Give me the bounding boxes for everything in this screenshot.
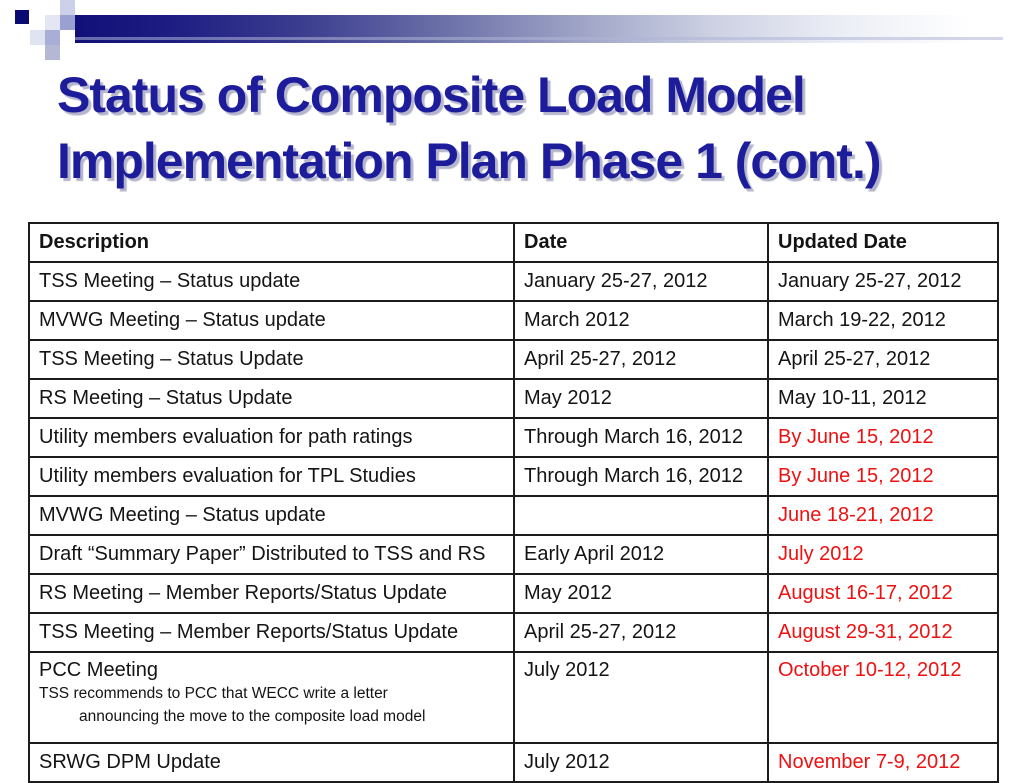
col-header-date: Date: [514, 223, 768, 262]
cell-description: [29, 652, 514, 743]
description-text: Utility members evaluation for path ratings: [39, 426, 413, 448]
cell-updated-date: October 10-12, 2012: [768, 652, 998, 743]
description-text: PCC Meeting: [39, 659, 158, 681]
table-row: [29, 301, 998, 340]
cell-date: [514, 496, 768, 535]
table-row: [29, 340, 998, 379]
table-row: [29, 535, 998, 574]
cell-date: Through March 16, 2012: [514, 457, 768, 496]
cell-date: Through March 16, 2012: [514, 418, 768, 457]
cell-description: [29, 340, 514, 379]
description-text: TSS Meeting – Status update: [39, 270, 301, 292]
cell-updated-date: May 10-11, 2012: [768, 379, 998, 418]
cell-description: [29, 613, 514, 652]
cell-updated-date: By June 15, 2012: [768, 418, 998, 457]
decor-square: [30, 30, 45, 45]
table-header-row: [29, 223, 998, 262]
cell-updated-date: August 16-17, 2012: [768, 574, 998, 613]
col-header-updated-date: Updated Date: [768, 223, 998, 262]
cell-date: March 2012: [514, 301, 768, 340]
cell-date: July 2012: [514, 652, 768, 743]
cell-date: April 25-27, 2012: [514, 340, 768, 379]
cell-updated-date: July 2012: [768, 535, 998, 574]
cell-updated-date: June 18-21, 2012: [768, 496, 998, 535]
cell-updated-date: January 25-27, 2012: [768, 262, 998, 301]
decor-square: [45, 45, 60, 60]
cell-date: July 2012: [514, 743, 768, 782]
cell-description: [29, 743, 514, 782]
cell-updated-date: August 29-31, 2012: [768, 613, 998, 652]
status-table: [28, 222, 999, 783]
cell-updated-date: March 19-22, 2012: [768, 301, 998, 340]
description-text: RS Meeting – Status Update: [39, 387, 293, 409]
slide-title-line1: Status of Composite Load Model: [57, 67, 805, 123]
col-header-description: Description: [29, 223, 514, 262]
description-text: Draft “Summary Paper” Distributed to TSS and RS: [39, 543, 486, 565]
decor-square: [60, 15, 75, 30]
table-row: [29, 496, 998, 535]
cell-date: May 2012: [514, 574, 768, 613]
cell-description: [29, 496, 514, 535]
cell-date: May 2012: [514, 379, 768, 418]
cell-date: April 25-27, 2012: [514, 613, 768, 652]
table-row: [29, 613, 998, 652]
table-row: [29, 418, 998, 457]
description-text: RS Meeting – Member Reports/Status Update: [39, 582, 447, 604]
cell-description: [29, 379, 514, 418]
description-text: MVWG Meeting – Status update: [39, 504, 326, 526]
table-row: [29, 743, 998, 782]
table-row: [29, 574, 998, 613]
description-note-line: TSS recommends to PCC that WECC write a letter: [39, 685, 388, 702]
decor-square: [45, 15, 60, 30]
description-text: SRWG DPM Update: [39, 751, 221, 773]
description-note-line: announcing the move to the composite load model: [79, 708, 426, 726]
table-row: [29, 262, 998, 301]
decor-square: [45, 30, 60, 45]
table-row: [29, 652, 998, 743]
cell-description: [29, 457, 514, 496]
table-row: [29, 457, 998, 496]
description-text: Utility members evaluation for TPL Studies: [39, 465, 416, 487]
table-row: [29, 379, 998, 418]
cell-date: Early April 2012: [514, 535, 768, 574]
decor-square: [15, 10, 29, 24]
cell-description: [29, 418, 514, 457]
cell-description: [29, 301, 514, 340]
description-text: TSS Meeting – Status Update: [39, 348, 304, 370]
description-text: MVWG Meeting – Status update: [39, 309, 326, 331]
cell-description: [29, 574, 514, 613]
header-gradient-bar: [75, 15, 1009, 43]
cell-updated-date: By June 15, 2012: [768, 457, 998, 496]
slide-title: [57, 62, 1007, 194]
cell-description: [29, 262, 514, 301]
cell-updated-date: November 7-9, 2012: [768, 743, 998, 782]
description-text: TSS Meeting – Member Reports/Status Update: [39, 621, 459, 643]
cell-date: January 25-27, 2012: [514, 262, 768, 301]
slide-title-line2: Implementation Plan Phase 1 (cont.): [57, 133, 881, 189]
cell-description: [29, 535, 514, 574]
cell-updated-date: April 25-27, 2012: [768, 340, 998, 379]
decor-square: [60, 0, 75, 15]
